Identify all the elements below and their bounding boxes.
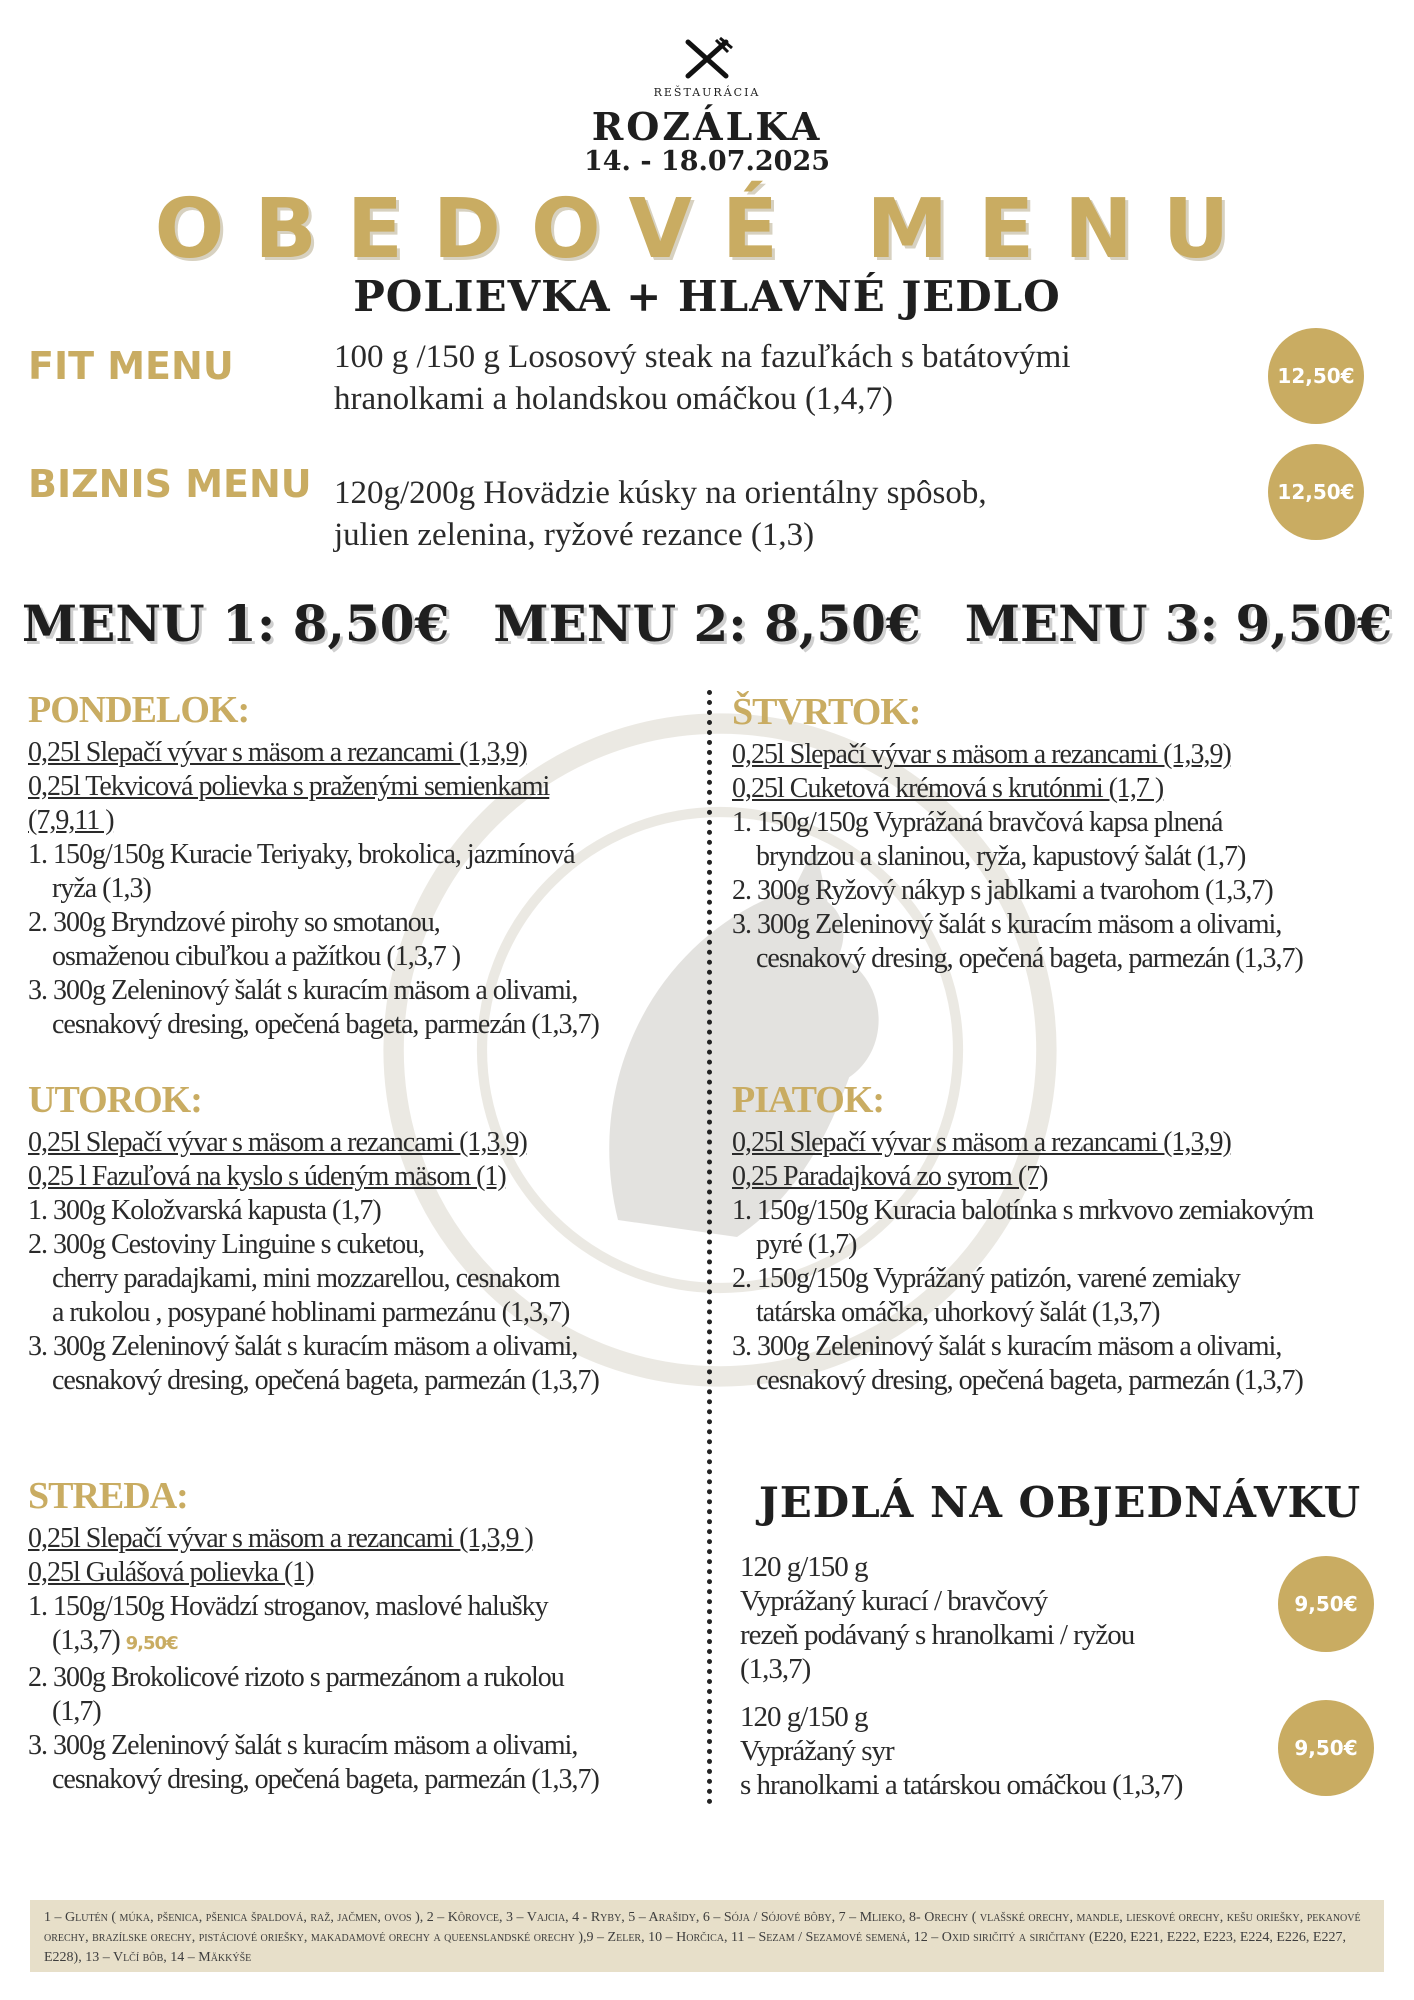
on-order-line: s hranolkami a tatárskou omáčkou (1,3,7) — [740, 1769, 1183, 1801]
biznis-menu-label: BIZNIS MENU — [28, 462, 312, 506]
soup-item: 0,25 Paradajková zo syrom (7) — [732, 1161, 1048, 1192]
meal-item: 2. 300g Cestoviny Linguine s cuketou, — [28, 1229, 425, 1260]
meal-item-cont: tatárska omáčka, uhorkový šalát (1,3,7) — [756, 1297, 1160, 1328]
day-title: PONDELOK: — [28, 689, 250, 731]
day-utorok — [28, 1078, 718, 1398]
day-stvrtok — [732, 690, 1392, 976]
meal-item: 3. 300g Zeleninový šalát s kuracím mäsom a olivami, — [28, 975, 578, 1006]
on-order-line: rezeň podávaný s hranolkami / ryžou — [740, 1619, 1135, 1651]
biznis-menu-description — [334, 472, 987, 556]
meal-item: 3. 300g Zeleninový šalát s kuracím mäsom a olivami, — [28, 1331, 578, 1362]
on-order-item-2 — [740, 1700, 1182, 1802]
on-order-line: Vyprážaný syr — [740, 1735, 894, 1767]
date-range: 14. - 18.07.2025 — [583, 146, 831, 177]
soup-item: 0,25l Slepačí vývar s mäsom a rezancami (1,3,9) — [28, 737, 527, 768]
menu-2-price: MENU 2: 8,50€ — [493, 594, 921, 653]
restaurant-subtitle: REŠTAURÁCIA — [653, 86, 761, 99]
fork-knife-icon — [680, 36, 734, 80]
meal-item-cont: osmaženou cibuľkou a pažítkou (1,3,7 ) — [52, 941, 461, 972]
fit-menu-price-badge: 12,50€ — [1268, 328, 1364, 424]
meal-item: 1. 150g/150g Kuracie Teriyaky, brokolica, jazmínová — [28, 839, 575, 870]
on-order-line: Vyprážaný kurací / bravčový — [740, 1585, 1048, 1617]
meal-price: 9,50€ — [125, 1633, 178, 1654]
day-title: UTOROK: — [28, 1079, 202, 1121]
menu-prices-row — [0, 594, 1414, 653]
meal-item: 3. 300g Zeleninový šalát s kuracím mäsom a olivami, — [28, 1730, 578, 1761]
fit-menu-line: hranolkami a holandskou omáčkou (1,4,7) — [334, 381, 894, 417]
meal-item: 3. 300g Zeleninový šalát s kuracím mäsom a olivami, — [732, 1331, 1282, 1362]
meal-item-cont: cherry paradajkami, mini mozzarellou, cesnakom — [52, 1263, 560, 1294]
meal-allergens: (1,3,7) — [52, 1625, 120, 1656]
fit-menu-description — [334, 336, 1071, 420]
on-order-title: JEDLÁ NA OBJEDNÁVKU — [758, 1478, 1362, 1527]
meal-item-cont: cesnakový dresing, opečená bageta, parmezán (1,3,7) — [52, 1764, 599, 1795]
menu-1-price: MENU 1: 8,50€ — [21, 594, 450, 653]
soup-item: 0,25l Slepačí vývar s mäsom a rezancami (1,3,9) — [28, 1127, 527, 1158]
menu-subtitle: POLIEVKA + HLAVNÉ JEDLO — [353, 272, 1061, 321]
soup-item: 0,25l Tekvicová polievka s praženými semienkami — [28, 771, 550, 802]
meal-item-cont: cesnakový dresing, opečená bageta, parmezán (1,3,7) — [756, 1365, 1303, 1396]
soup-item: 0,25l Slepačí vývar s mäsom a rezancami (1,3,9) — [732, 739, 1231, 770]
fit-menu-line: 100 g /150 g Lososový steak na fazuľkách s batátovými — [334, 339, 1071, 375]
meal-item: 2. 300g Brokolicové rizoto s parmezánom a rukolou — [28, 1662, 564, 1693]
meal-item: 2. 300g Ryžový nákyp s jablkami a tvarohom (1,3,7) — [732, 875, 1273, 906]
meal-item: 1. 150g/150g Vyprážaná bravčová kapsa plnená — [732, 807, 1223, 838]
meal-item-cont: cesnakový dresing, opečená bageta, parmezán (1,3,7) — [756, 943, 1303, 974]
day-title: ŠTVRTOK: — [732, 691, 921, 733]
meal-item: 3. 300g Zeleninový šalát s kuracím mäsom a olivami, — [732, 909, 1282, 940]
on-order-item-1 — [740, 1550, 1134, 1686]
meal-item-cont: pyré (1,7) — [756, 1229, 857, 1260]
biznis-menu-price-badge: 12,50€ — [1268, 444, 1364, 540]
soup-item: 0,25l Gulášová polievka (1) — [28, 1557, 314, 1588]
day-piatok — [732, 1078, 1392, 1398]
meal-item-cont: (1,7) — [52, 1696, 101, 1727]
meal-item-cont: bryndzou a slaninou, ryža, kapustový šalát (1,7) — [756, 841, 1246, 872]
day-title: PIATOK: — [732, 1079, 885, 1121]
soup-item: 0,25l Cuketová krémová s krutónmi (1,7 ) — [732, 773, 1164, 804]
restaurant-name: ROZÁLKA — [591, 104, 823, 149]
on-order-price-badge-1: 9,50€ — [1278, 1556, 1374, 1652]
meal-item-cont — [28, 1624, 718, 1661]
meal-item-cont: cesnakový dresing, opečená bageta, parmezán (1,3,7) — [52, 1365, 599, 1396]
meal-item: 2. 300g Bryndzové pirohy so smotanou, — [28, 907, 440, 938]
soup-item-cont: (7,9,11 ) — [28, 805, 114, 836]
soup-item: 0,25l Slepačí vývar s mäsom a rezancami (1,3,9) — [732, 1127, 1231, 1158]
soup-item: 0,25 l Fazuľová na kyslo s údeným mäsom (1) — [28, 1161, 506, 1192]
biznis-menu-line: julien zelenina, ryžové rezance (1,3) — [334, 517, 815, 553]
on-order-price-badge-2: 9,50€ — [1278, 1700, 1374, 1796]
menu-3-price: MENU 3: 9,50€ — [964, 594, 1393, 653]
soup-item: 0,25l Slepačí vývar s mäsom a rezancami (1,3,9 ) — [28, 1523, 533, 1554]
day-pondelok — [28, 688, 718, 1042]
on-order-line: (1,3,7) — [740, 1653, 811, 1685]
meal-item-cont: cesnakový dresing, opečená bageta, parmezán (1,3,7) — [52, 1009, 599, 1040]
menu-title: OBEDOVÉ MENU — [154, 182, 1260, 277]
day-title: STREDA: — [28, 1475, 188, 1517]
on-order-line: 120 g/150 g — [740, 1701, 868, 1733]
allergens-legend: 1 – Glutén ( múka, pšenica, pšenica špaldová, raž, jačmen, ovos ), 2 – Kôrovce, 3 – Vajcia, 4 - Ryby, 5 – Arašidy, 6 – Sója / Sójové bôby, 7 – Mlieko, 8- Orechy ( vlašské orechy, mandle, lieskové orechy, kešu oriešky, pekanové orechy, brazílske orechy, pistáciové oriešky, makadamové orechy a queenslandské orechy ),9 – Zeler, 10 – Horčica, 11 – Sezam / Sezamové semená, 12 – Oxid siričitý a siričitany (E220, E221, E222, E223, E224, E226, E227, E228), 13 – Vlčí bôb, 14 – Mäkkýše — [30, 1900, 1384, 1972]
fit-menu-label: FIT MENU — [28, 344, 234, 388]
meal-item: 1. 150g/150g Hovädzí stroganov, maslové halušky — [28, 1591, 548, 1622]
day-streda — [28, 1474, 718, 1797]
meal-item: 2. 150g/150g Vyprážaný patizón, varené zemiaky — [732, 1263, 1240, 1294]
meal-item-cont: a rukolou , posypané hoblinami parmezánu (1,3,7) — [52, 1297, 570, 1328]
meal-item: 1. 300g Koložvarská kapusta (1,7) — [28, 1195, 381, 1226]
on-order-line: 120 g/150 g — [740, 1551, 868, 1583]
meal-item: 1. 150g/150g Kuracia balotínka s mrkvovo zemiakovým — [732, 1195, 1314, 1226]
biznis-menu-line: 120g/200g Hovädzie kúsky na orientálny spôsob, — [334, 475, 987, 511]
meal-item-cont: ryža (1,3) — [52, 873, 151, 904]
